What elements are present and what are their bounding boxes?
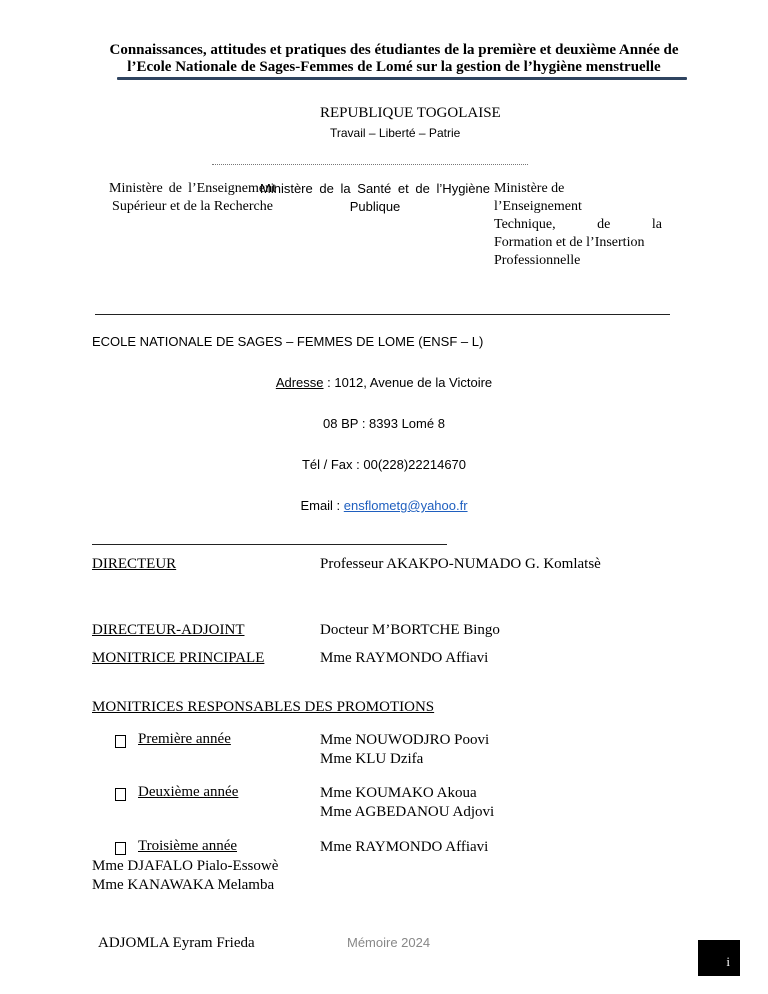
role-monitrice-principale: MONITRICE PRINCIPALE bbox=[92, 650, 265, 666]
school-tel: Tél / Fax : 00(228)22214670 bbox=[301, 457, 467, 472]
name-directeur: Professeur AKAKPO-NUMADO G. Komlatsè bbox=[320, 556, 601, 572]
promo-name: Mme KANAWAKA Melamba bbox=[92, 877, 275, 893]
promo-label-first-year: Première année bbox=[138, 731, 231, 747]
promo-names-first-year bbox=[320, 731, 489, 769]
ministry-technical-education bbox=[494, 180, 662, 270]
promo-label-third-year: Troisième année bbox=[138, 838, 238, 854]
page-number-box bbox=[698, 940, 740, 976]
header-title-line1: Connaissances, attitudes et pratiques des étudiantes de la première et deuxième Année de bbox=[109, 42, 679, 58]
promo-names-second-year bbox=[320, 784, 494, 822]
promo-name: Mme NOUWODJRO Poovi bbox=[320, 732, 490, 748]
promo-name: Mme KLU Dzifa bbox=[320, 751, 424, 767]
ministry-right-line4: Formation et de l’Insertion bbox=[494, 235, 645, 250]
header-divider bbox=[117, 77, 687, 80]
school-email bbox=[0, 498, 768, 513]
ministry-right-line2: l’Enseignement bbox=[494, 199, 582, 214]
role-directeur: DIRECTEUR bbox=[92, 556, 177, 572]
checkbox-icon bbox=[115, 788, 126, 801]
role-directeur-adjoint: DIRECTEUR-ADJOINT bbox=[92, 622, 245, 638]
ministry-higher-education: Ministère de l’Enseignement Supérieur et de la Recherche bbox=[109, 181, 276, 214]
republic-motto: Travail – Liberté – Patrie bbox=[330, 126, 461, 140]
promo-name: Mme KOUMAKO Akoua bbox=[320, 785, 477, 801]
promo-names-third-year bbox=[320, 838, 488, 857]
school-name: ECOLE NATIONALE DE SAGES – FEMMES DE LOME (ENSF – L) bbox=[92, 334, 484, 349]
promo-names-third-year-extra bbox=[92, 857, 278, 895]
promotions-heading: MONITRICES RESPONSABLES DES PROMOTIONS bbox=[92, 699, 435, 715]
ministry-right-line5: Professionnelle bbox=[494, 253, 581, 268]
footer-author: ADJOMLA Eyram Frieda bbox=[98, 935, 255, 951]
checkbox-icon bbox=[115, 735, 126, 748]
address-value: : 1012, Avenue de la Victoire bbox=[323, 375, 493, 390]
promo-name: Mme DJAFALO Pialo-Essowè bbox=[92, 858, 279, 874]
name-directeur-adjoint: Docteur M’BORTCHE Bingo bbox=[320, 622, 500, 638]
promo-label-second-year: Deuxième année bbox=[138, 784, 239, 800]
promo-name: Mme AGBEDANOU Adjovi bbox=[320, 804, 495, 820]
republic-name: REPUBLIQUE TOGOLAISE bbox=[320, 105, 501, 121]
email-label: Email : bbox=[300, 498, 344, 513]
email-link[interactable]: ensflometg@yahoo.fr bbox=[343, 498, 468, 513]
staff-divider bbox=[92, 544, 447, 545]
header-title-line2: l’Ecole Nationale de Sages-Femmes de Lomé sur la gestion de l’hygiène menstruelle bbox=[127, 59, 661, 75]
section-divider bbox=[95, 314, 670, 315]
page-number: i bbox=[726, 954, 730, 969]
checkbox-icon bbox=[115, 842, 126, 855]
ministry-health: Ministère de la Santé et de l’Hygiène Publique bbox=[260, 181, 490, 214]
dotted-divider bbox=[212, 164, 528, 165]
footer-memoire: Mémoire 2024 bbox=[347, 935, 431, 950]
school-address bbox=[0, 375, 768, 390]
header-title bbox=[60, 42, 728, 76]
school-bp: 08 BP : 8393 Lomé 8 bbox=[323, 416, 445, 431]
address-label: Adresse bbox=[275, 375, 324, 390]
name-monitrice-principale: Mme RAYMONDO Affiavi bbox=[320, 650, 489, 666]
promo-name: Mme RAYMONDO Affiavi bbox=[320, 839, 489, 855]
ministry-right-line1: Ministère de bbox=[494, 181, 565, 196]
ministry-right-line3: Technique, de la bbox=[494, 217, 662, 232]
